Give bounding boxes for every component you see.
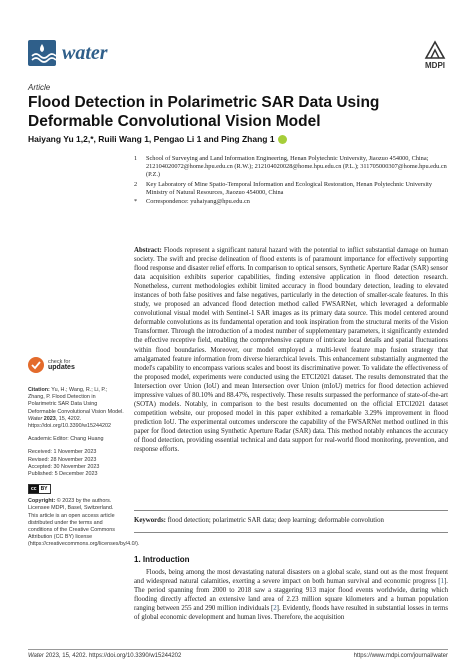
article-title: Flood Detection in Polarimetric SAR Data Using Deformable Convolutional Vision Model xyxy=(28,94,380,130)
affiliations xyxy=(134,155,454,206)
section-heading: 1. Introduction xyxy=(134,555,190,564)
reference-link[interactable]: 2 xyxy=(273,605,277,613)
author-list xyxy=(28,134,287,144)
affiliation-item: 1 School of Surveying and Land Information Engineering, Henan Polytechnic University, Jiaozuo 454000, China; 212104020072@home.hpu.edu.cn (R.W.); 212104020028@home.hpu.edu.cn (P.L.); 311705000307@home.hpu.edu.cn (P.Z.) xyxy=(134,155,447,179)
received-date: Received: 1 November 2023 xyxy=(28,449,97,456)
mdpi-logo xyxy=(424,40,446,70)
abstract xyxy=(134,246,448,454)
affiliation-item: 2 Key Laboratory of Mine Spatio-Temporal Information and Ecological Restoration, Henan Polytechnic University Ministry of Natural Resources, Jiaozuo 454000, China xyxy=(134,180,432,196)
divider xyxy=(134,510,448,511)
abstract-text: Floods represent a significant natural hazard with the potential to inflict substantial damage on human society. The swift and precise delineation of flood extents is of paramount importance for effectively supporting flood response and disaster relief efforts. In comparison to optical sensors, Synthetic Aperture Radar (SAR) sensor data acquisition exhibits superior capabilities, finding extensive application in flood detection research. Nonetheless, current methodologies exhibit limited accuracy in flood boundary detection, leading to elevated instances of both false positives and false negatives, particularly in the detection of smaller-scale features. In this study, we proposed an advanced flood detection method called FWSARNet, which leveraged a deformable convolutional visual model with Sentinel-1 SAR images as its primary data source. This model centered around deformable convolutions as its fundamental operation and took inspiration from the structural merits of the Vision Transformer. Through the introduction of a modest number of supplementary parameters, it significantly extended the effective receptive field, enabling the comprehensive capture of intricate local details and spatial fluctuations within flood boundaries. Moreover, our model employed a multi-level feature map fusion strategy that amalgamated feature information from diverse hierarchical levels. This enhancement substantially augmented the model's capability to encompass various scales and boost its discriminative power. To validate the effectiveness of the proposed model, experiments were conducted using the ETCI2021 dataset. The results demonstrated that the Intersection over Union (IoU) and mean Intersection over Union (mIoU) metrics for flood detection achieved impressive values of 80.10% and 88.47%, respectively. These results surpassed the performance of state-of-the-art (SOTA) models. Notably, in comparison to the best results documented on the official ETCI2021 dataset competition website, our proposed model in this paper exhibited a remarkable 3.29% improvement in flood prediction IoU. The experimental outcomes underscore the capability of the FWSARNet method outlined in this paper for flood detection using Synthetic Aperture Radar (SAR) data. This method notably enhances the accuracy of flood detection, providing essential technical and data support for real-world flood monitoring, prevention, and response efforts. xyxy=(134,247,449,454)
accepted-date: Accepted: 30 November 2023 xyxy=(28,463,100,470)
keywords xyxy=(134,516,448,525)
article-type: Article xyxy=(28,83,51,92)
water-logo-icon xyxy=(28,40,56,66)
divider xyxy=(134,532,448,533)
citation-block: Citation: Yu, H.; Wang, R.; Li, P.; Zhang, P. Flood Detection in Polarimetric SAR Data Using Deformable Convolutional Vision Model. Water 2023, 15, 4202. https://doi.org/10.3390/w15244202 xyxy=(28,387,124,430)
journal-name: water xyxy=(62,41,108,64)
footer-citation: Water 2023, 15, 4202. https://doi.org/10.3390/w15244202 xyxy=(28,653,182,659)
revised-date: Revised: 28 November 2023 xyxy=(28,456,97,463)
academic-editor: Academic Editor: Chang Huang xyxy=(28,436,104,443)
copyright-block: Copyright: © 2023 by the authors. Licensee MDPI, Basel, Switzerland. This article is an open access article distributed under the terms and conditions of the Creative Commons Attribution (CC BY) license (https://creativecommons.org/licenses/by/4.0/). xyxy=(28,498,140,548)
abstract-label: Abstract: xyxy=(134,247,162,254)
keywords-text: flood detection; polarimetric SAR data; deep learning; deformable convolution xyxy=(167,517,384,524)
journal-logo xyxy=(28,40,108,66)
updates-label: check for updates xyxy=(48,358,75,371)
reference-link[interactable]: 1 xyxy=(440,578,444,586)
orcid-icon[interactable] xyxy=(278,135,287,144)
keywords-label: Keywords: xyxy=(134,517,166,524)
footer-divider xyxy=(28,649,448,650)
publisher-name: MDPI xyxy=(425,61,445,70)
article-info-sidebar xyxy=(28,387,140,555)
cc-license-icon[interactable]: cc BY xyxy=(28,484,51,494)
published-date: Published: 5 December 2023 xyxy=(28,471,98,478)
updates-icon xyxy=(28,357,44,373)
introduction-text: Floods, being among the most devastating natural disasters on a global scale, stand out as the most frequent and widespread natural calamities, exerting a severe impact on both human survival and economic progress [1]. The period spanning from 2000 to 2018 saw a staggering 913 major flood events worldwide, during which flooding directly affected an extensive land area of 2.23 million square kilometers and a human population ranging between 255 and 290 million individuals [2]. Evidently, floods have resulted in substantial losses in terms of global economic development and human lives. Therefore, the acquisition xyxy=(134,569,448,622)
footer-journal-url[interactable]: https://www.mdpi.com/journal/water xyxy=(353,653,448,659)
correspondence: * Correspondence: yuhaiyang@hpu.edu.cn xyxy=(134,198,250,206)
check-for-updates-badge[interactable] xyxy=(28,357,75,373)
mdpi-logo-icon xyxy=(424,40,446,60)
dates-block xyxy=(28,449,124,478)
authors-text: Haiyang Yu 1,2,*, Ruili Wang 1, Pengao Li 1 and Ping Zhang 1 xyxy=(28,134,275,144)
